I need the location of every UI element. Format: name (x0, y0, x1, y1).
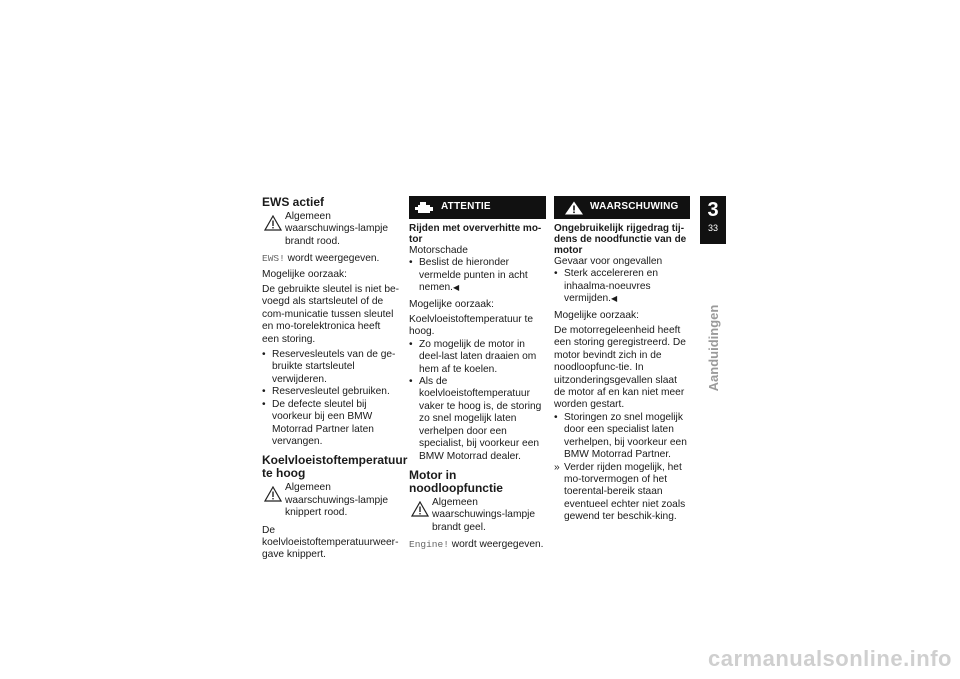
end-marker: ◀ (611, 294, 618, 304)
warning-triangle-icon (411, 501, 429, 517)
coolant-text: De koelvloeistoftemperatuurweer-gave knippert. (262, 524, 399, 561)
page-number: 33 (707, 223, 718, 233)
heading-coolant-too-high: Koelvloeistoftemperatuur te hoog (262, 453, 408, 481)
column-3 (554, 196, 690, 528)
chapter-tab (700, 196, 726, 244)
bullet-glyph: • (554, 411, 558, 423)
overheat-risk: Motorschade (409, 245, 468, 256)
bullet-glyph: • (409, 338, 413, 350)
engine-code: Engine! (409, 539, 449, 551)
emergency-displayed-text: wordt weergegeven. (448, 539, 544, 551)
list-item: • Beslist de hieronder vermelde punten in acht nemen.◀ (409, 257, 528, 294)
emergency-indicator-note (409, 497, 546, 534)
result-glyph: » (554, 461, 560, 473)
coolant-indicator-text: Algemeen waarschuwings-lampje knippert rood. (285, 482, 389, 519)
end-marker: ◀ (452, 283, 460, 293)
column-2 (409, 196, 546, 555)
ews-indicator-note (262, 211, 400, 248)
bullet-glyph: • (262, 398, 266, 410)
unusual-risk-list (554, 268, 690, 305)
warning-triangle-icon (264, 215, 282, 231)
warning-triangle-icon (564, 201, 584, 215)
overheat-risk-list (409, 257, 546, 294)
engine-attention-icon (415, 201, 435, 215)
unusual-risk: Gevaar voor ongevallen (554, 256, 663, 267)
chapter-number: 3 (707, 199, 719, 221)
overheat-cause-text: Koelvloeistoftemperatuur te hoog. (409, 314, 534, 338)
list-item: » Verder rijden mogelijk, het mo-torvermogen of het toerental-bereik staan eventueel echter niet zoals gewend ter beschik-king. (554, 461, 686, 523)
attention-label: ATTENTIE (441, 201, 491, 213)
unusual-cause-label: Mogelijke oorzaak: (554, 309, 639, 321)
list-item: • Zo mogelijk de motor in deel-last laten draaien om hem af te koelen. (409, 338, 537, 375)
emergency-display-line (409, 539, 546, 551)
bullet-glyph: • (262, 386, 266, 398)
heading-unusual-behaviour: Ongebruikelijk rijgedrag tij-dens de noodfunctie van de motor (554, 223, 687, 256)
watermark: carmanualsonline.info (708, 646, 952, 671)
overheat-cause-label: Mogelijke oorzaak: (409, 298, 494, 310)
heading-ews-active: EWS actief (262, 195, 325, 209)
list-item: • Storingen zo snel mogelijk door een specialist laten verhelpen, bij voorkeur een BMW Motorrad Partner. (554, 411, 687, 461)
ews-displayed-text: wordt weergegeven. (284, 253, 380, 265)
unusual-cause-text: De motorregeleenheid heeft een storing geregistreerd. De motor bevindt zich in de noodloopfunc-tie. In uitzonderingsgevallen slaat de motor af en kan niet meer worden gestart. (554, 325, 686, 411)
list-item: • Reservesleutel gebruiken. (262, 386, 390, 398)
coolant-indicator-note (262, 482, 400, 519)
heading-emergency-mode: Motor in noodloopfunctie (409, 467, 503, 495)
bullet-glyph: • (409, 376, 413, 388)
column-1 (262, 195, 408, 565)
ews-bullet-list (262, 349, 400, 448)
list-item: • De defecte sleutel bij voorkeur bij een BMW Motorrad Partner laten vervangen. (262, 398, 374, 447)
warning-banner (554, 196, 690, 219)
warning-triangle-icon (264, 486, 282, 502)
overheat-bullet-list (409, 339, 546, 463)
bullet-glyph: • (409, 257, 413, 269)
ews-code: EWS! (262, 253, 285, 265)
list-item: • Reservesleutels van de ge-bruikte startsleutel verwijderen. (262, 349, 396, 385)
bullet-glyph: • (554, 268, 558, 280)
ews-indicator-text: Algemeen waarschuwings-lampje brandt rood. (285, 211, 389, 247)
heading-overheat: Rijden met oververhitte mo-tor (409, 223, 542, 245)
list-item: • Als de koelvloeistoftemperatuur vaker te hoog is, de storing zo snel mogelijk laten verhelpen door een specialist, bij voorkeur een BMW Motorrad dealer. (409, 376, 542, 462)
ews-cause-label: Mogelijke oorzaak: (262, 268, 347, 280)
attention-banner (409, 196, 546, 219)
list-item: • Sterk accelereren en inhaalma-noeuvres vermijden.◀ (554, 268, 659, 305)
section-label: Aanduidingen (705, 304, 721, 392)
ews-cause-text: De gebruikte sleutel is niet be-voegd als startsleutel of de com-municatie tussen sleutel en mo-torelektronica heeft een storing. (262, 284, 400, 345)
ews-display-line (262, 253, 400, 265)
bullet-glyph: • (262, 349, 266, 361)
unusual-bullet-list (554, 412, 690, 524)
warning-label: WAARSCHUWING (590, 201, 679, 213)
emergency-indicator-text: Algemeen waarschuwings-lampje brandt geel. (432, 496, 536, 533)
